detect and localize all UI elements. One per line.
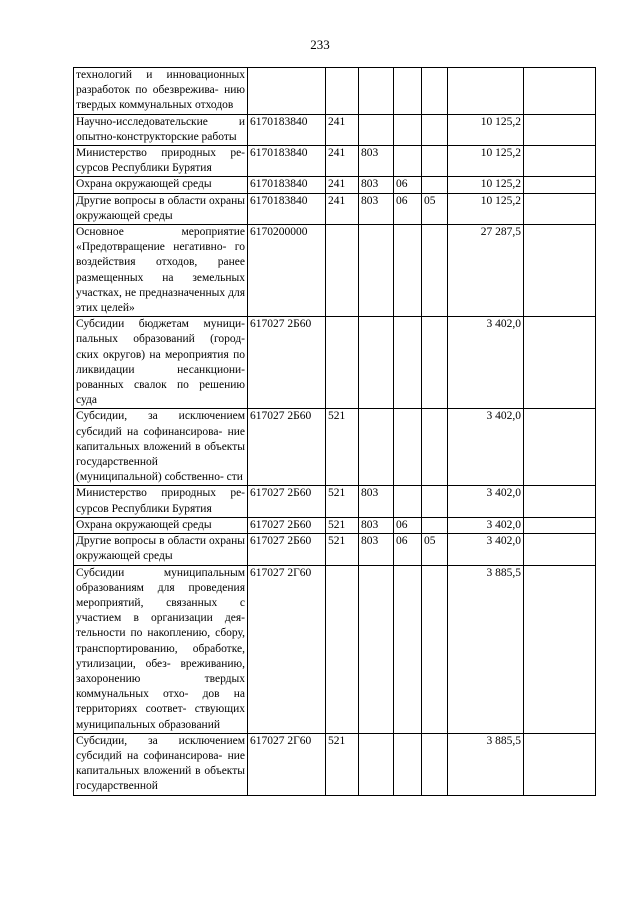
ministry-code-cell: [359, 225, 394, 317]
amount-cell: 10 125,2: [448, 177, 524, 193]
expense-type-cell: 521: [326, 486, 359, 517]
ministry-code-cell: 803: [359, 146, 394, 177]
amount-cell: [448, 68, 524, 115]
subsection-cell: [422, 517, 448, 533]
subsection-cell: [422, 177, 448, 193]
item-name-cell: Другие вопросы в области охраны окружающей среды: [74, 534, 248, 565]
section-cell: [394, 114, 422, 145]
amount-cell: 3 402,0: [448, 409, 524, 486]
ministry-code-cell: [359, 565, 394, 733]
expense-type-cell: [326, 317, 359, 409]
subsection-cell: [422, 114, 448, 145]
subsection-cell: 05: [422, 193, 448, 224]
section-cell: [394, 733, 422, 795]
ministry-code-cell: [359, 68, 394, 115]
ministry-code-cell: 803: [359, 193, 394, 224]
expense-type-cell: 241: [326, 177, 359, 193]
page-number: 233: [310, 37, 330, 52]
amount-cell: 3 402,0: [448, 517, 524, 533]
empty-cell: [524, 225, 596, 317]
target-article-cell: [248, 68, 326, 115]
section-cell: [394, 225, 422, 317]
amount-cell: 10 125,2: [448, 146, 524, 177]
item-name-cell: Другие вопросы в области охраны окружающей среды: [74, 193, 248, 224]
expense-type-cell: 241: [326, 146, 359, 177]
table-body: [74, 68, 596, 796]
expense-type-cell: [326, 225, 359, 317]
expense-type-cell: [326, 68, 359, 115]
table-row: [74, 193, 596, 224]
target-article-cell: 617027 2Г60: [248, 565, 326, 733]
target-article-cell: 617027 2Б60: [248, 517, 326, 533]
ministry-code-cell: [359, 733, 394, 795]
section-cell: [394, 146, 422, 177]
item-name-cell: технологий и инновационных разработок по обезврежива- нию твердых коммунальных отходов: [74, 68, 248, 115]
item-name-cell: Субсидии муниципальным образованиям для проведения мероприятий, связанных с участием в организации дея- тельности по накоплению, сбору, транспортированию, обработке, утилизации, обез- вреживанию, захоронению твердых коммунальных отхо- дов на территориях соответ- ствующих муниципальных образований: [74, 565, 248, 733]
subsection-cell: [422, 486, 448, 517]
table-row: [74, 517, 596, 533]
table-row: [74, 177, 596, 193]
empty-cell: [524, 317, 596, 409]
section-cell: [394, 68, 422, 115]
item-name-cell: Основное мероприятие «Предотвращение негативно- го воздействия отходов, ранее размещенных на земельных участках, не предназначенных для этих целей»: [74, 225, 248, 317]
target-article-cell: 6170200000: [248, 225, 326, 317]
section-cell: [394, 565, 422, 733]
section-cell: 06: [394, 517, 422, 533]
amount-cell: 10 125,2: [448, 114, 524, 145]
table-row: [74, 534, 596, 565]
item-name-cell: Субсидии бюджетам муници- пальных образований (город- ских округов) на мероприятия по ликвидации несанкциони- рованных свалок по решению суда: [74, 317, 248, 409]
empty-cell: [524, 565, 596, 733]
target-article-cell: 6170183840: [248, 146, 326, 177]
item-name-cell: Охрана окружающей среды: [74, 517, 248, 533]
amount-cell: 3 402,0: [448, 317, 524, 409]
ministry-code-cell: [359, 409, 394, 486]
table-row: [74, 225, 596, 317]
subsection-cell: [422, 317, 448, 409]
target-article-cell: 6170183840: [248, 177, 326, 193]
item-name-cell: Субсидии, за исключением субсидий на софинансирова- ние капитальных вложений в объекты государственной: [74, 733, 248, 795]
empty-cell: [524, 193, 596, 224]
item-name-cell: Министерство природных ре- сурсов Республики Бурятия: [74, 146, 248, 177]
table-row: [74, 486, 596, 517]
item-name-cell: Охрана окружающей среды: [74, 177, 248, 193]
item-name-cell: Научно-исследовательские и опытно-конструкторские работы: [74, 114, 248, 145]
expense-type-cell: 521: [326, 517, 359, 533]
ministry-code-cell: [359, 114, 394, 145]
amount-cell: 3 402,0: [448, 486, 524, 517]
empty-cell: [524, 409, 596, 486]
amount-cell: 3 885,5: [448, 565, 524, 733]
empty-cell: [524, 486, 596, 517]
expense-type-cell: 521: [326, 409, 359, 486]
amount-cell: 27 287,5: [448, 225, 524, 317]
subsection-cell: [422, 733, 448, 795]
section-cell: 06: [394, 193, 422, 224]
section-cell: [394, 409, 422, 486]
target-article-cell: 617027 2Б60: [248, 486, 326, 517]
expense-type-cell: 241: [326, 114, 359, 145]
item-name-cell: Министерство природных ре- сурсов Республики Бурятия: [74, 486, 248, 517]
target-article-cell: 617027 2Б60: [248, 317, 326, 409]
expense-type-cell: [326, 565, 359, 733]
section-cell: [394, 317, 422, 409]
amount-cell: 3 885,5: [448, 733, 524, 795]
ministry-code-cell: 803: [359, 177, 394, 193]
ministry-code-cell: 803: [359, 517, 394, 533]
item-name-cell: Субсидии, за исключением субсидий на софинансирова- ние капитальных вложений в объекты государственной (муниципальной) собственно- сти: [74, 409, 248, 486]
empty-cell: [524, 733, 596, 795]
target-article-cell: 617027 2Г60: [248, 733, 326, 795]
expense-type-cell: 241: [326, 193, 359, 224]
table-row: [74, 114, 596, 145]
empty-cell: [524, 517, 596, 533]
target-article-cell: 6170183840: [248, 114, 326, 145]
ministry-code-cell: 803: [359, 534, 394, 565]
table-row: [74, 565, 596, 733]
table-row: [74, 317, 596, 409]
expense-type-cell: 521: [326, 733, 359, 795]
table-row: [74, 68, 596, 115]
expense-type-cell: 521: [326, 534, 359, 565]
section-cell: 06: [394, 534, 422, 565]
empty-cell: [524, 146, 596, 177]
empty-cell: [524, 177, 596, 193]
subsection-cell: [422, 225, 448, 317]
ministry-code-cell: [359, 317, 394, 409]
target-article-cell: 617027 2Б60: [248, 534, 326, 565]
table-row: [74, 409, 596, 486]
subsection-cell: [422, 409, 448, 486]
table-row: [74, 733, 596, 795]
amount-cell: 10 125,2: [448, 193, 524, 224]
table-row: [74, 146, 596, 177]
amount-cell: 3 402,0: [448, 534, 524, 565]
section-cell: 06: [394, 177, 422, 193]
section-cell: [394, 486, 422, 517]
empty-cell: [524, 68, 596, 115]
budget-table: [73, 67, 596, 796]
subsection-cell: [422, 565, 448, 733]
target-article-cell: 6170183840: [248, 193, 326, 224]
subsection-cell: [422, 146, 448, 177]
subsection-cell: [422, 68, 448, 115]
empty-cell: [524, 534, 596, 565]
empty-cell: [524, 114, 596, 145]
ministry-code-cell: 803: [359, 486, 394, 517]
target-article-cell: 617027 2Б60: [248, 409, 326, 486]
subsection-cell: 05: [422, 534, 448, 565]
